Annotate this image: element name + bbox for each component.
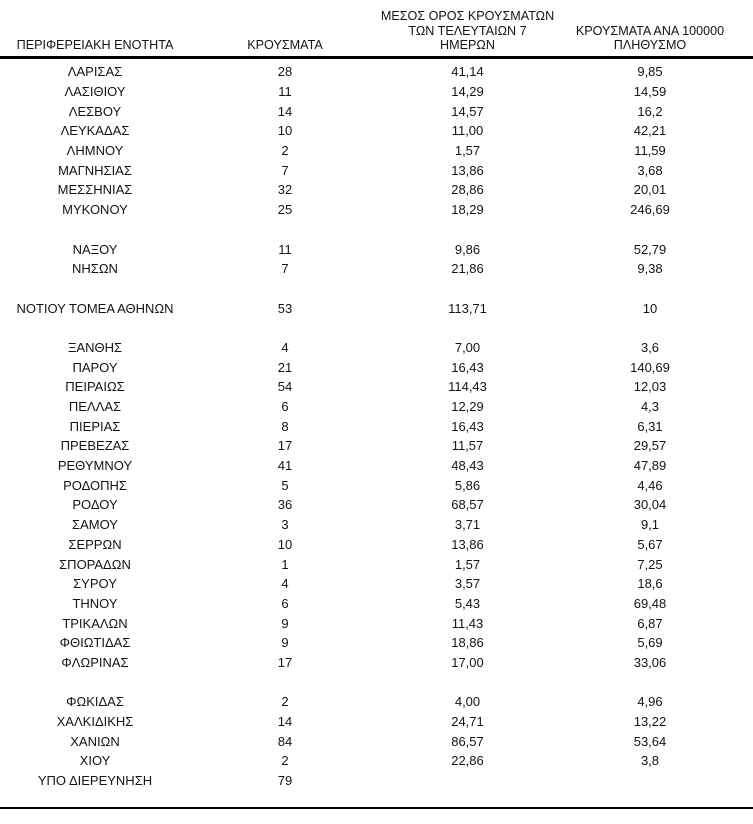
cell-per-100k: 9,38 <box>637 261 663 277</box>
table-row <box>0 692 753 712</box>
cell-cases: 10 <box>277 123 293 139</box>
cell-region: ΠΡΕΒΕΖΑΣ <box>60 438 130 454</box>
cell-cases: 2 <box>281 694 289 710</box>
cell-avg-7day: 5,86 <box>454 477 481 493</box>
cell-cases: 36 <box>277 497 293 513</box>
cell-cases: 11 <box>278 84 292 100</box>
cell-per-100k: 140,69 <box>630 359 670 375</box>
cell-per-100k: 20,01 <box>633 182 667 198</box>
cell-cases: 54 <box>277 379 293 395</box>
cell-per-100k: 30,04 <box>633 497 667 513</box>
cell-region: ΡΟΔΟΠΗΣ <box>63 477 127 493</box>
cell-avg-7day: 5,43 <box>454 595 481 611</box>
table-row <box>0 160 753 180</box>
cell-region: ΝΑΞΟΥ <box>72 241 118 257</box>
cell-cases: 32 <box>277 182 293 198</box>
cell-per-100k: 14,59 <box>633 84 667 100</box>
cell-region: ΜΑΓΝΗΣΙΑΣ <box>58 162 132 178</box>
table-row <box>0 180 753 200</box>
table-body <box>0 59 753 790</box>
cell-cases: 5 <box>281 477 289 493</box>
cell-region: ΛΑΣΙΘΙΟΥ <box>64 84 126 100</box>
cell-cases: 21 <box>277 359 293 375</box>
cell-per-100k: 13,22 <box>633 714 667 730</box>
cell-cases: 17 <box>277 438 293 454</box>
cell-per-100k: 53,64 <box>633 733 667 749</box>
table-row <box>0 338 753 358</box>
cell-cases: 6 <box>281 595 289 611</box>
cell-per-100k: 69,48 <box>633 595 667 611</box>
cell-avg-7day: 7,00 <box>454 339 481 355</box>
cell-region: ΣΕΡΡΩΝ <box>68 536 122 552</box>
cell-cases: 10 <box>277 536 293 552</box>
cell-cases: 84 <box>277 733 293 749</box>
column-header-avg-7day-line1: ΜΕΣΟΣ ΟΡΟΣ ΚΡΟΥΣΜΑΤΩΝ <box>380 9 555 24</box>
table-row <box>0 456 753 476</box>
cell-cases: 53 <box>277 300 293 316</box>
table-row <box>0 259 753 279</box>
cell-per-100k: 6,31 <box>637 418 663 434</box>
table-row <box>0 515 753 535</box>
cell-avg-7day: 4,00 <box>454 694 481 710</box>
cell-cases: 4 <box>281 576 289 592</box>
cell-per-100k: 29,57 <box>633 438 667 454</box>
cell-per-100k: 3,6 <box>640 339 660 355</box>
cell-region: ΛΑΡΙΣΑΣ <box>67 64 123 80</box>
table-row <box>0 357 753 377</box>
cell-cases: 25 <box>277 202 293 218</box>
cell-cases: 28 <box>277 64 293 80</box>
cell-cases: 17 <box>277 654 293 670</box>
cell-cases: 14 <box>277 103 293 119</box>
column-header-cases <box>190 38 380 53</box>
cell-per-100k: 52,79 <box>633 241 667 257</box>
cell-avg-7day: 3,57 <box>454 576 481 592</box>
cell-region: ΣΥΡΟΥ <box>73 576 117 592</box>
table-row <box>0 712 753 732</box>
cell-per-100k: 9,85 <box>637 64 663 80</box>
cell-avg-7day: 86,57 <box>451 733 484 749</box>
cell-avg-7day: 13,86 <box>451 162 484 178</box>
cell-region: ΤΗΝΟΥ <box>72 595 118 611</box>
spacer-row <box>0 279 753 299</box>
cell-avg-7day: 14,29 <box>451 84 484 100</box>
cell-avg-7day: 3,71 <box>454 517 481 533</box>
cell-region: ΜΕΣΣΗΝΙΑΣ <box>57 182 133 198</box>
cell-avg-7day: 113,71 <box>448 300 487 316</box>
table-row <box>0 771 753 791</box>
cell-avg-7day: 1,57 <box>454 143 481 159</box>
cell-region: ΜΥΚΟΝΟΥ <box>62 202 128 218</box>
table-header-row <box>0 0 753 59</box>
cell-region: ΣΠΟΡΑΔΩΝ <box>59 556 131 572</box>
cell-avg-7day: 41,14 <box>451 64 484 80</box>
cell-per-100k: 4,3 <box>640 399 660 415</box>
cell-region: ΣΑΜΟΥ <box>72 517 118 533</box>
cell-avg-7day: 1,57 <box>454 556 481 572</box>
table-row <box>0 613 753 633</box>
cell-per-100k: 7,25 <box>637 556 663 572</box>
cell-region: ΠΑΡΟΥ <box>72 359 118 375</box>
column-header-per-100k-line1: ΚΡΟΥΣΜΑΤΑ ΑΝΑ 100000 <box>575 23 725 38</box>
cell-region: ΧΑΛΚΙΔΙΚΗΣ <box>56 714 134 730</box>
cell-per-100k: 5,67 <box>637 536 663 552</box>
cell-cases: 7 <box>281 162 289 178</box>
cell-per-100k: 6,87 <box>637 615 663 631</box>
column-header-per-100k <box>555 24 745 53</box>
cell-per-100k: 9,1 <box>640 517 660 533</box>
column-header-region-line1: ΠΕΡΙΦΕΡΕΙΑΚΗ ΕΝΟΤΗΤΑ <box>16 38 174 53</box>
cell-region: ΡΕΘΥΜΝΟΥ <box>57 458 133 474</box>
cell-cases: 8 <box>281 418 289 434</box>
cell-cases: 41 <box>277 458 293 474</box>
column-header-region <box>0 38 190 53</box>
cell-cases: 2 <box>281 143 289 159</box>
cell-region: ΛΕΣΒΟΥ <box>68 103 122 119</box>
spacer-row <box>0 672 753 692</box>
table-row <box>0 121 753 141</box>
cell-per-100k: 33,06 <box>633 654 667 670</box>
cell-cases: 14 <box>277 714 293 730</box>
table-row <box>0 62 753 82</box>
cell-per-100k: 42,21 <box>633 123 667 139</box>
cell-cases: 6 <box>281 399 289 415</box>
table-row <box>0 141 753 161</box>
table-row <box>0 653 753 673</box>
table-row <box>0 397 753 417</box>
cell-avg-7day: 11,43 <box>451 615 484 631</box>
cell-avg-7day: 18,29 <box>451 202 484 218</box>
cell-per-100k: 11,59 <box>634 143 666 159</box>
table-row <box>0 377 753 397</box>
cell-avg-7day: 48,43 <box>451 458 484 474</box>
table-row <box>0 200 753 220</box>
spacer-row <box>0 318 753 338</box>
cell-region: ΠΕΛΛΑΣ <box>68 399 122 415</box>
cell-region: ΦΘΙΩΤΙΔΑΣ <box>59 635 131 651</box>
cell-region: ΝΟΤΙΟΥ ΤΟΜΕΑ ΑΘΗΝΩΝ <box>16 300 174 316</box>
cell-avg-7day: 21,86 <box>451 261 484 277</box>
cell-cases: 3 <box>281 517 289 533</box>
column-header-cases-line1: ΚΡΟΥΣΜΑΤΑ <box>247 38 323 53</box>
cell-avg-7day: 14,57 <box>451 103 484 119</box>
cell-avg-7day: 13,86 <box>451 536 484 552</box>
cell-avg-7day: 11,00 <box>451 123 484 139</box>
table-row <box>0 475 753 495</box>
table-bottom-rule <box>0 807 753 809</box>
cell-region: ΡΟΔΟΥ <box>72 497 118 513</box>
cell-avg-7day: 22,86 <box>451 753 484 769</box>
table-row <box>0 535 753 555</box>
cell-avg-7day: 11,57 <box>451 438 484 454</box>
cell-avg-7day: 18,86 <box>451 635 484 651</box>
table-row <box>0 633 753 653</box>
cell-avg-7day: 114,43 <box>448 379 487 395</box>
table-row <box>0 731 753 751</box>
table-row <box>0 239 753 259</box>
table-row <box>0 416 753 436</box>
cell-per-100k: 18,6 <box>637 576 663 592</box>
cell-per-100k: 10 <box>642 300 658 316</box>
table-row <box>0 554 753 574</box>
cell-region: ΦΩΚΙΔΑΣ <box>66 694 124 710</box>
table-row <box>0 594 753 614</box>
cell-region: ΛΕΥΚΑΔΑΣ <box>60 123 130 139</box>
cell-cases: 2 <box>281 753 289 769</box>
cell-cases: 9 <box>281 635 289 651</box>
cell-region: ΝΗΣΩΝ <box>72 261 118 277</box>
cell-avg-7day: 16,43 <box>451 359 484 375</box>
cell-region: ΞΑΝΘΗΣ <box>67 339 123 355</box>
cell-cases: 1 <box>281 556 289 572</box>
cell-cases: 79 <box>277 773 293 789</box>
cell-per-100k: 16,2 <box>637 103 663 119</box>
cell-avg-7day: 24,71 <box>451 714 484 730</box>
cell-avg-7day: 16,43 <box>451 418 484 434</box>
cell-region: ΛΗΜΝΟΥ <box>66 143 124 159</box>
cell-region: ΧΑΝΙΩΝ <box>70 733 120 749</box>
table-row <box>0 574 753 594</box>
cell-per-100k: 4,96 <box>637 694 663 710</box>
cell-per-100k: 12,03 <box>633 379 667 395</box>
table-row <box>0 751 753 771</box>
cell-cases: 4 <box>281 339 289 355</box>
cell-region: ΥΠΟ ΔΙΕΡΕΥΝΗΣΗ <box>37 773 153 789</box>
table-row <box>0 495 753 515</box>
table-row <box>0 298 753 318</box>
cell-per-100k: 5,69 <box>637 635 663 651</box>
table-row <box>0 101 753 121</box>
cell-region: ΦΛΩΡΙΝΑΣ <box>61 654 129 670</box>
cell-region: ΠΕΙΡΑΙΩΣ <box>65 379 125 395</box>
cell-per-100k: 4,46 <box>637 477 663 493</box>
spacer-row <box>0 220 753 240</box>
cell-avg-7day: 28,86 <box>451 182 484 198</box>
cell-region: ΤΡΙΚΑΛΩΝ <box>62 615 128 631</box>
cell-cases: 9 <box>281 615 289 631</box>
cell-cases: 7 <box>281 261 289 277</box>
cell-avg-7day: 12,29 <box>451 399 484 415</box>
table-row <box>0 82 753 102</box>
cell-avg-7day: 68,57 <box>451 497 484 513</box>
column-header-avg-7day <box>380 9 555 53</box>
cell-cases: 11 <box>278 241 292 257</box>
cell-region: ΠΙΕΡΙΑΣ <box>69 418 121 434</box>
cell-per-100k: 3,8 <box>640 753 660 769</box>
cell-per-100k: 47,89 <box>633 458 667 474</box>
column-header-per-100k-line2: ΠΛΗΘΥΣΜΟ <box>613 38 687 53</box>
cell-avg-7day: 9,86 <box>454 241 481 257</box>
cell-avg-7day: 17,00 <box>451 654 484 670</box>
cell-per-100k: 246,69 <box>630 202 670 218</box>
table-row <box>0 436 753 456</box>
cell-per-100k: 3,68 <box>637 162 663 178</box>
column-header-avg-7day-line2: ΤΩΝ ΤΕΛΕΥΤΑΙΩΝ 7 ΗΜΕΡΩΝ <box>408 23 527 53</box>
cell-region: ΧΙΟΥ <box>79 753 111 769</box>
